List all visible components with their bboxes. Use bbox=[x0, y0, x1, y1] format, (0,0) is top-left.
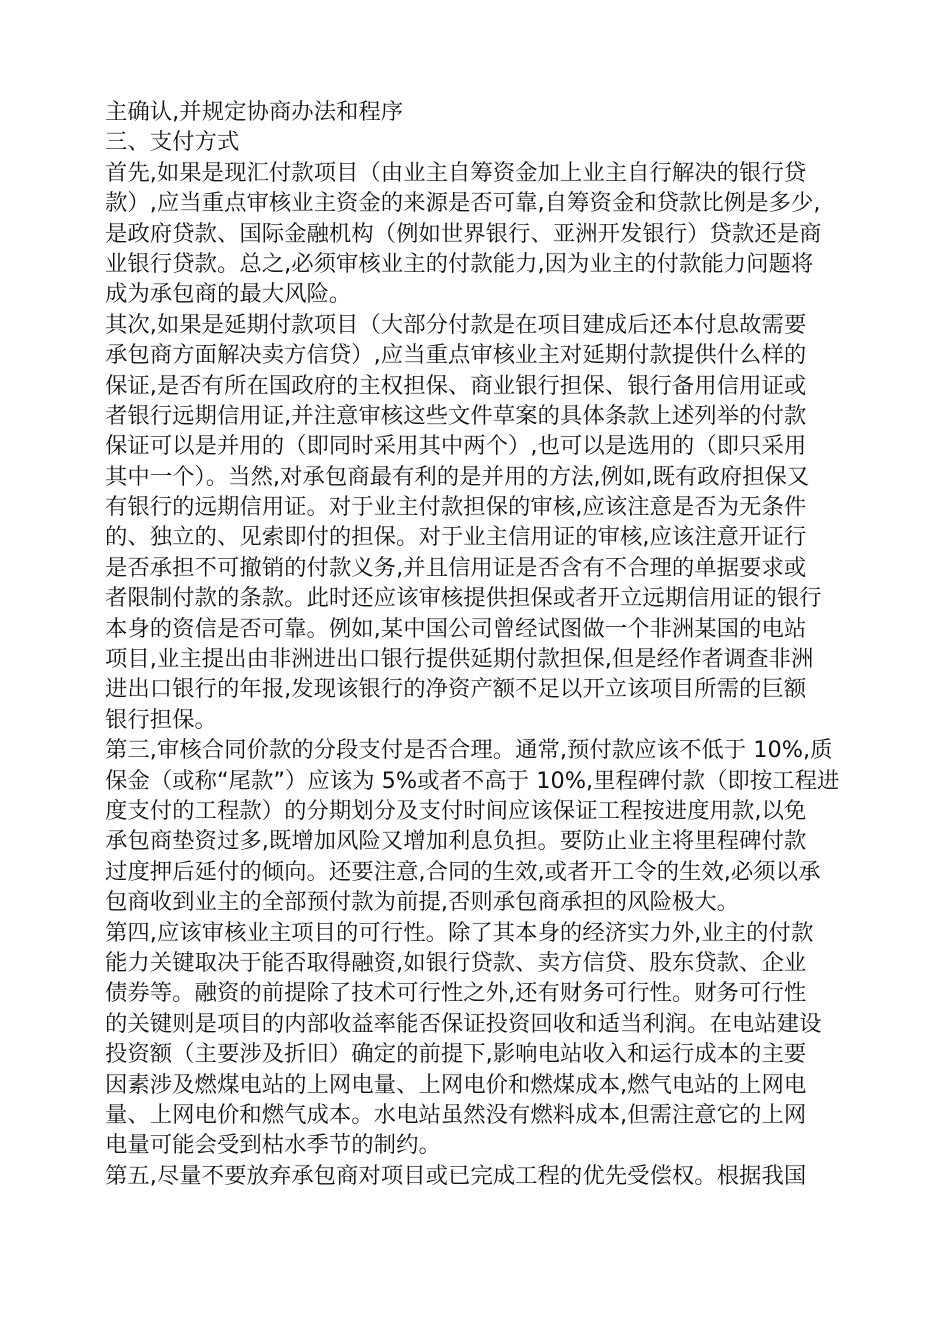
text-line: 其中一个）。当然,对承包商最有利的是并用的方法,例如,既有政府担保又 bbox=[105, 463, 810, 490]
text-line: 因素涉及燃煤电站的上网电量、上网电价和燃煤成本,燃气电站的上网电 bbox=[105, 1071, 807, 1098]
text-line: 主确认,并规定协商办法和程序 bbox=[105, 99, 404, 125]
document-body bbox=[105, 97, 845, 1191]
text-line: 投资额（主要涉及折旧）确定的前提下,影响电站收入和运行成本的主要 bbox=[105, 1041, 807, 1068]
text-line: 量、上网电价和燃气成本。水电站虽然没有燃料成本,但需注意它的上网 bbox=[105, 1101, 807, 1128]
text-line: 过度押后延付的倾向。还要注意,合同的生效,或者开工令的生效,必须以承 bbox=[105, 858, 821, 885]
text-line: 第三,审核合同价款的分段支付是否合理。通常,预付款应该不低于 10%,质 bbox=[105, 737, 833, 764]
text-line: 是否承担不可撤销的付款义务,并且信用证是否含有不合理的单据要求或 bbox=[105, 554, 807, 581]
text-line: 银行担保。 bbox=[105, 706, 217, 733]
text-line: 电量可能会受到枯水季节的制约。 bbox=[105, 1132, 441, 1159]
text-line: 款）,应当重点审核业主资金的来源是否可靠,自筹资金和贷款比例是多少, bbox=[105, 190, 821, 217]
text-line: 的关键则是项目的内部收益率能否保证投资回收和适当利润。在电站建设 bbox=[105, 1010, 822, 1037]
text-line: 保证可以是并用的（即同时采用其中两个）,也可以是选用的（即只采用 bbox=[105, 433, 807, 460]
text-line: 第五,尽量不要放弃承包商对项目或已完成工程的优先受偿权。根据我国 bbox=[105, 1162, 807, 1189]
text-line: 本身的资信是否可靠。例如,某中国公司曾经试图做一个非洲某国的电站 bbox=[105, 615, 807, 642]
text-line: 首先,如果是现汇付款项目（由业主自筹资金加上业主自行解决的银行贷 bbox=[105, 159, 807, 186]
text-line: 第四,应该审核业主项目的可行性。除了其本身的经济实力外,业主的付款 bbox=[105, 919, 814, 946]
text-line: 度支付的工程款）的分期划分及支付时间应该保证工程按进度用款,以免 bbox=[105, 797, 807, 824]
text-line: 成为承包商的最大风险。 bbox=[105, 281, 352, 308]
text-line: 者银行远期信用证,并注意审核这些文件草案的具体条款上述列举的付款 bbox=[105, 402, 807, 429]
text-line: 是政府贷款、国际金融机构（例如世界银行、亚洲开发银行）贷款还是商 bbox=[105, 220, 822, 247]
text-line: 保证,是否有所在国政府的主权担保、商业银行担保、银行备用信用证或 bbox=[105, 372, 807, 399]
text-line: 债券等。融资的前提除了技术可行性之外,还有财务可行性。财务可行性 bbox=[105, 980, 807, 1007]
text-line: 进出口银行的年报,发现该银行的净资产额不足以开立该项目所需的巨额 bbox=[105, 676, 807, 703]
text-line: 项目,业主提出由非洲进出口银行提供延期付款担保,但是经作者调查非洲 bbox=[105, 646, 814, 673]
text-line: 者限制付款的条款。此时还应该审核提供担保或者开立远期信用证的银行 bbox=[105, 585, 822, 612]
text-line: 有银行的远期信用证。对于业主付款担保的审核,应该注意是否为无条件 bbox=[105, 494, 807, 521]
text-line: 能力关键取决于能否取得融资,如银行贷款、卖方信贷、股东贷款、企业 bbox=[105, 949, 807, 976]
text-line: 承包商方面解决卖方信贷）,应当重点审核业主对延期付款提供什么样的 bbox=[105, 342, 807, 369]
text-line: 承包商垫资过多,既增加风险又增加利息负担。要防止业主将里程碑付款 bbox=[105, 828, 807, 855]
section-heading: 三、支付方式 bbox=[105, 129, 240, 156]
text-line: 包商收到业主的全部预付款为前提,否则承包商承担的风险极大。 bbox=[105, 889, 740, 916]
text-line: 保金（或称“尾款”）应该为 5%或者不高于 10%,里程碑付款（即按工程进 bbox=[105, 767, 840, 794]
text-line: 其次,如果是延期付款项目（大部分付款是在项目建成后还本付息故需要 bbox=[105, 311, 807, 338]
text-line: 业银行贷款。总之,必须审核业主的付款能力,因为业主的付款能力问题将 bbox=[105, 250, 814, 277]
text-line: 的、独立的、见索即付的担保。对于业主信用证的审核,应该注意开证行 bbox=[105, 524, 807, 551]
